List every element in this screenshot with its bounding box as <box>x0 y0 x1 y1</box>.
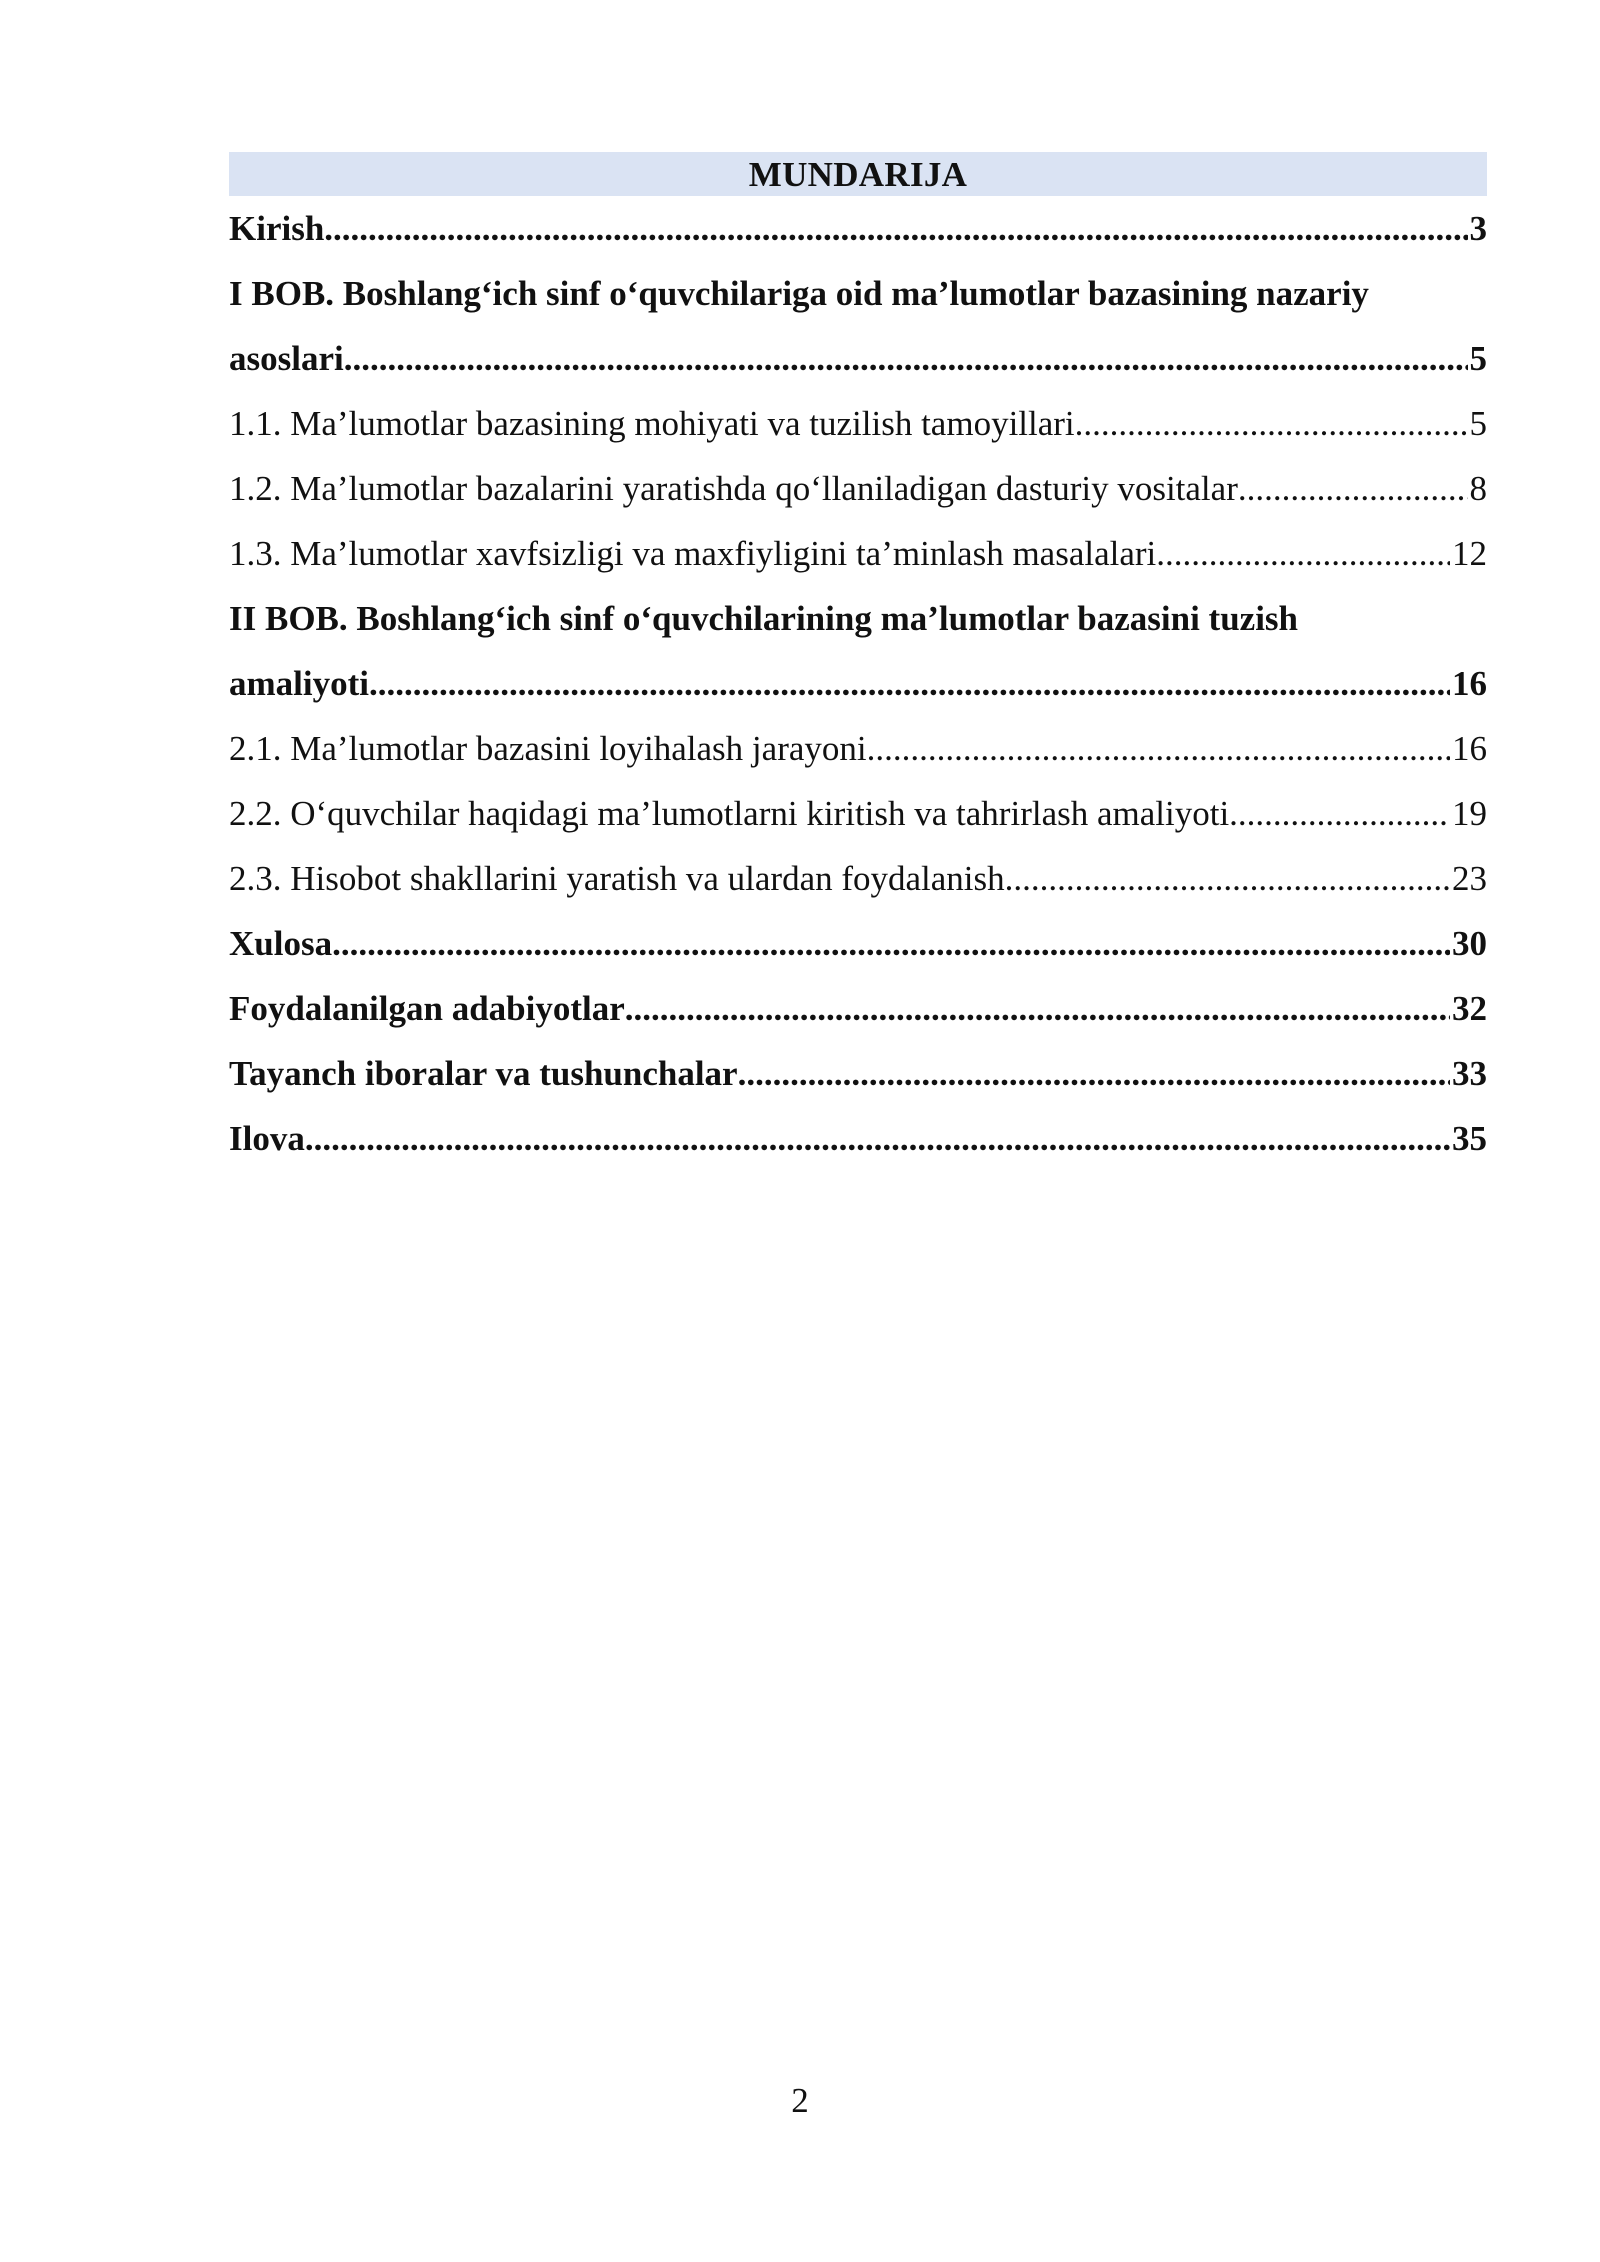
toc-entry-line2 <box>229 326 1487 391</box>
dot-leader <box>1005 846 1450 911</box>
toc-entry-line2 <box>229 651 1487 716</box>
toc-entry-chapter-1[interactable] <box>229 261 1487 391</box>
page-number: 2 <box>791 2081 809 2120</box>
toc-entry-text: Foydalanilgan adabiyotlar <box>229 989 625 1028</box>
toc-page-number: 23 <box>1452 859 1487 898</box>
toc-entry-text-line1: II BOB. Boshlang‘ich sinf o‘quvchilarining ma’lumotlar bazasini tuzish <box>229 599 1299 638</box>
dot-leader <box>332 911 1450 976</box>
toc-entry-text: Tayanch iboralar va tushunchalar <box>229 1054 738 1093</box>
dot-leader <box>1075 391 1468 456</box>
toc-page-number: 12 <box>1452 534 1487 573</box>
toc-page-number: 16 <box>1452 729 1487 768</box>
toc-entry-2-3[interactable] <box>229 846 1487 911</box>
dot-leader <box>305 1106 1450 1171</box>
toc-entry-2-1[interactable] <box>229 716 1487 781</box>
toc-entry-text: asoslari <box>229 339 344 378</box>
dot-leader <box>867 716 1450 781</box>
toc-entry-text: 1.1. Ma’lumotlar bazasining mohiyati va tuzilish tamoyillari <box>229 404 1075 443</box>
toc-entry-text-line1: I BOB. Boshlang‘ich sinf o‘quvchilariga oid ma’lumotlar bazasining nazariy <box>229 274 1369 313</box>
toc-entry-text: 2.1. Ma’lumotlar bazasini loyihalash jarayoni <box>229 729 867 768</box>
dot-leader <box>1229 781 1450 846</box>
dot-leader <box>1156 521 1450 586</box>
toc-entry-text: Kirish <box>229 209 325 248</box>
toc-entry-1-3[interactable] <box>229 521 1487 586</box>
dot-leader <box>1238 456 1468 521</box>
toc-entry-text: Ilova <box>229 1119 305 1158</box>
toc-entry-2-2[interactable] <box>229 781 1487 846</box>
table-of-contents <box>229 152 1487 1171</box>
dot-leader <box>324 196 1467 261</box>
toc-entry-text: 1.3. Ma’lumotlar xavfsizligi va maxfiyligini ta’minlash masalalari <box>229 534 1157 573</box>
toc-page-number: 16 <box>1452 664 1487 703</box>
toc-page-number: 19 <box>1452 794 1487 833</box>
dot-leader <box>738 1041 1450 1106</box>
toc-page-number: 5 <box>1469 404 1487 443</box>
toc-page-number: 30 <box>1452 924 1487 963</box>
toc-page-number: 5 <box>1469 339 1487 378</box>
toc-entry-tayanch-iboralar[interactable] <box>229 1041 1487 1106</box>
toc-entry-chapter-2[interactable] <box>229 586 1487 716</box>
toc-entry-text: 2.2. O‘quvchilar haqidagi ma’lumotlarni kiritish va tahrirlash amaliyoti <box>229 794 1230 833</box>
toc-page-number: 33 <box>1452 1054 1487 1093</box>
toc-entry-xulosa[interactable] <box>229 911 1487 976</box>
toc-entry-1-1[interactable] <box>229 391 1487 456</box>
toc-page-number: 35 <box>1452 1119 1487 1158</box>
dot-leader <box>625 976 1450 1041</box>
toc-entry-text: 2.3. Hisobot shakllarini yaratish va ulardan foydalanish <box>229 859 1005 898</box>
toc-entry-adabiyotlar[interactable] <box>229 976 1487 1041</box>
dot-leader <box>344 326 1468 391</box>
toc-page-number: 3 <box>1469 209 1487 248</box>
toc-title: MUNDARIJA <box>229 152 1487 196</box>
toc-entry-ilova[interactable] <box>229 1106 1487 1171</box>
toc-entry-text: Xulosa <box>229 924 333 963</box>
toc-page-number: 8 <box>1469 469 1487 508</box>
toc-entry-text: 1.2. Ma’lumotlar bazalarini yaratishda qo‘llaniladigan dasturiy vositalar <box>229 469 1238 508</box>
toc-entry-text: amaliyoti <box>229 664 369 703</box>
toc-entry-kirish[interactable] <box>229 196 1487 261</box>
toc-entry-1-2[interactable] <box>229 456 1487 521</box>
toc-page-number: 32 <box>1452 989 1487 1028</box>
toc-list <box>229 196 1487 1171</box>
dot-leader <box>369 651 1450 716</box>
